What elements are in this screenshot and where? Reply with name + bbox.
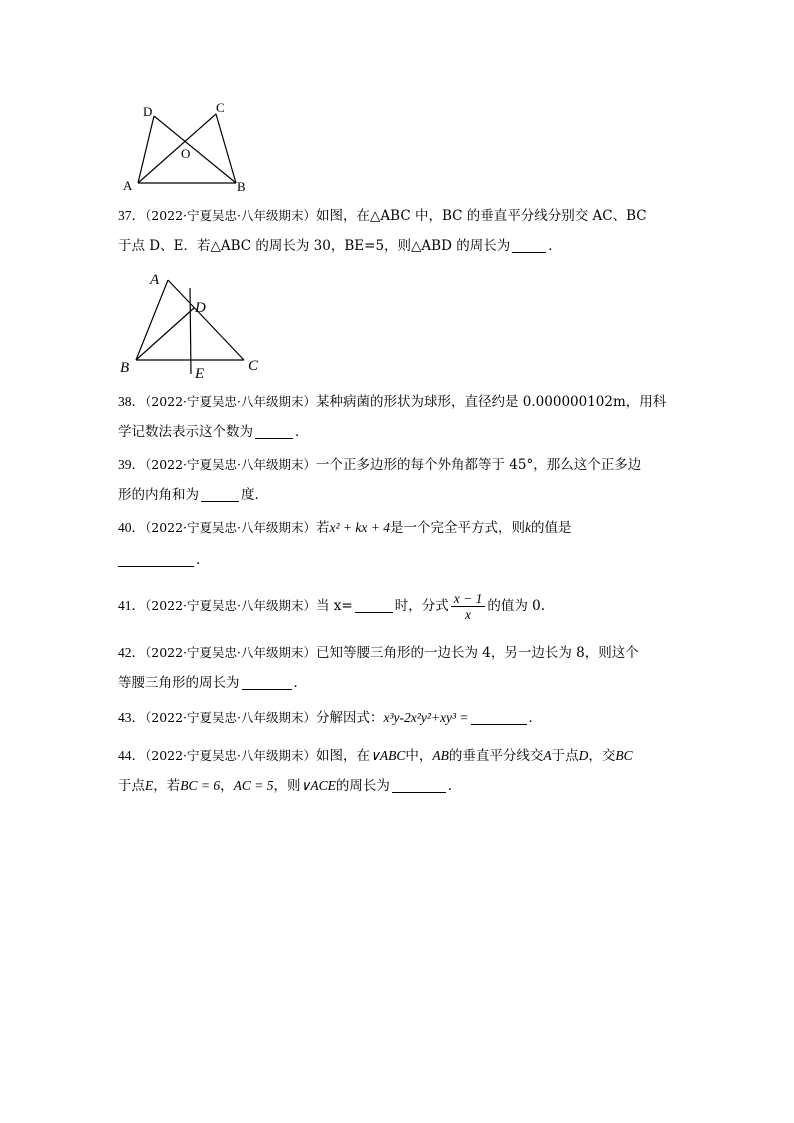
question-text: 于点 <box>551 748 579 764</box>
question-source: （2022·宁夏吴忠·八年级期末） <box>145 645 317 660</box>
math-condition: AC = 5 <box>233 778 274 793</box>
math-variable: k <box>525 520 532 535</box>
question-source: （2022·宁夏吴忠·八年级期末） <box>145 748 317 763</box>
answer-blank[interactable] <box>201 486 239 502</box>
question-text: 等腰三角形的周长为 <box>118 675 240 691</box>
question-text: ，交 <box>588 748 616 764</box>
math-segment: BC <box>615 748 633 763</box>
answer-blank[interactable] <box>471 709 527 725</box>
question-text: ． <box>548 238 562 254</box>
math-expression: x³y-2x²y²+xy³ = <box>383 710 469 725</box>
figure-triangles-abcd <box>118 100 268 195</box>
q41-line-1 <box>118 588 683 624</box>
question-number: 37． <box>118 208 145 223</box>
question-text: 中， <box>405 748 433 764</box>
question-text: 的周长为 <box>335 778 390 794</box>
math-segment: AB <box>432 748 449 763</box>
question-text: 某种病菌的形状为球形，直径约是 0.000000102m，用科 <box>316 394 667 410</box>
question-text: 度． <box>241 487 268 503</box>
question-text: 形的内角和为 <box>118 487 199 503</box>
question-42 <box>118 638 683 698</box>
question-text: ． <box>293 675 307 691</box>
answer-blank[interactable] <box>392 777 446 793</box>
question-text: ． <box>528 710 542 726</box>
question-text: ，若 <box>153 778 181 794</box>
math-triangle: ∨ABC <box>370 748 406 763</box>
question-source: （2022·宁夏吴忠·八年级期末） <box>145 457 317 472</box>
question-text: 如图，在 <box>316 748 371 764</box>
question-38 <box>118 387 683 447</box>
question-43 <box>118 703 683 733</box>
q38-line-1 <box>118 387 683 417</box>
label-b: B <box>237 179 246 194</box>
label-d: D <box>195 300 206 316</box>
question-text: 时，分式 <box>394 598 449 614</box>
answer-blank[interactable] <box>255 423 293 439</box>
math-point: D <box>578 748 589 763</box>
figure-triangle-bisector <box>118 268 268 380</box>
question-text: 的值为 0. <box>487 598 546 614</box>
question-41 <box>118 588 683 624</box>
q43-line-1 <box>118 703 683 733</box>
label-e: E <box>195 366 205 382</box>
question-37 <box>118 201 683 261</box>
question-number: 38． <box>118 394 145 409</box>
q39-line-2 <box>118 480 683 510</box>
question-text: 于点 <box>118 778 145 794</box>
question-number: 42． <box>118 645 145 660</box>
label-o: O <box>181 146 191 161</box>
question-number: 44． <box>118 748 145 763</box>
question-number: 39． <box>118 457 145 472</box>
question-text: 分解因式： <box>316 710 384 726</box>
label-c: C <box>216 100 225 115</box>
question-text: ． <box>196 552 210 568</box>
q37-line-2 <box>118 231 683 261</box>
q44-line-2 <box>118 771 683 801</box>
question-source: （2022·宁夏吴忠·八年级期末） <box>145 394 317 409</box>
math-triangle: ∨ACE <box>300 778 336 793</box>
fraction-numerator: x − 1 <box>451 591 486 607</box>
question-text: ． <box>295 424 309 440</box>
question-number: 43． <box>118 710 145 725</box>
question-text: ，则 <box>273 778 301 794</box>
question-text: 学记数法表示这个数为 <box>118 424 253 440</box>
question-text: ． <box>447 778 462 794</box>
question-source: （2022·宁夏吴忠·八年级期末） <box>145 710 317 725</box>
question-44 <box>118 741 683 801</box>
label-a: A <box>150 272 160 288</box>
question-text: 一个正多边形的每个外角都等于 45°，那么这个正多边 <box>316 457 642 473</box>
answer-blank[interactable] <box>118 551 194 567</box>
fraction-denominator: x <box>465 607 472 622</box>
question-number: 41． <box>118 598 145 613</box>
figure-2-svg <box>118 268 268 380</box>
figure-1-svg <box>118 100 268 195</box>
question-text: 于点 D、E．若△ABC 的周长为 30，BE=5，则△ABD 的周长为 <box>118 238 511 254</box>
question-40 <box>118 513 683 575</box>
question-39 <box>118 450 683 510</box>
q44-line-1 <box>118 741 683 771</box>
answer-blank[interactable] <box>355 597 393 613</box>
q42-line-1 <box>118 638 683 668</box>
question-text: 当 x= <box>316 598 353 614</box>
answer-blank[interactable] <box>242 674 292 690</box>
q42-line-2 <box>118 668 683 698</box>
math-expression: x² + kx + 4 <box>329 520 391 535</box>
q40-line-2 <box>118 545 683 575</box>
question-number: 40． <box>118 520 145 535</box>
question-source: （2022·宁夏吴忠·八年级期末） <box>145 598 317 613</box>
question-text: ， <box>220 778 234 794</box>
label-b: B <box>120 360 130 376</box>
question-text: 如图，在△ABC 中，BC 的垂直平分线分别交 AC、BC <box>316 208 647 224</box>
answer-blank[interactable] <box>512 237 546 253</box>
q37-line-1 <box>118 201 683 231</box>
q39-line-1 <box>118 450 683 480</box>
math-point: A <box>543 748 552 763</box>
question-text: 是一个完全平方式，则 <box>390 520 526 536</box>
question-text: 的值是 <box>531 520 572 536</box>
label-c: C <box>248 358 259 374</box>
math-point: E <box>145 778 154 793</box>
question-text: 的垂直平分线交 <box>448 748 544 764</box>
question-source: （2022·宁夏吴忠·八年级期末） <box>145 208 317 223</box>
question-source: （2022·宁夏吴忠·八年级期末） <box>145 520 317 535</box>
label-d: D <box>143 104 153 119</box>
label-a: A <box>123 178 133 193</box>
question-text: 已知等腰三角形的一边长为 4，另一边长为 8，则这个 <box>316 645 639 661</box>
q40-line-1 <box>118 513 683 543</box>
q38-line-2 <box>118 417 683 447</box>
question-text: 若 <box>316 520 330 536</box>
fraction <box>451 591 486 622</box>
math-condition: BC = 6 <box>180 778 221 793</box>
